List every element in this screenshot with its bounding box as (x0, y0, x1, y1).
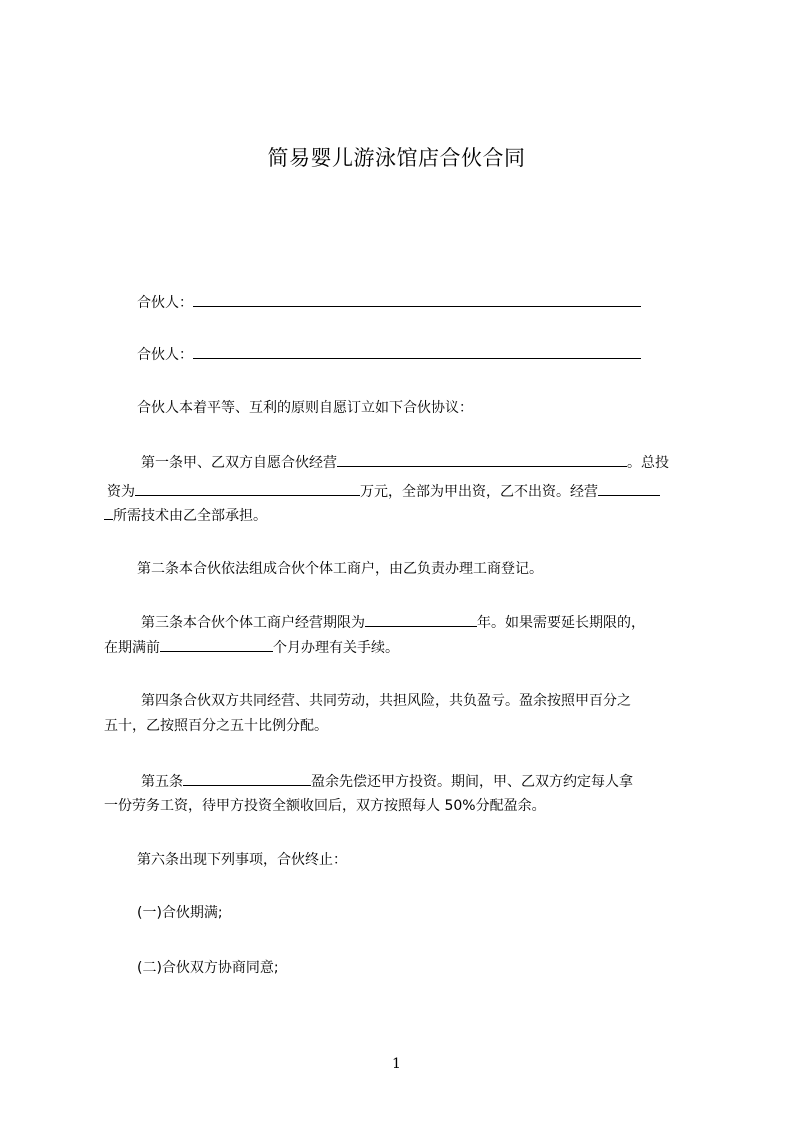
article-4-line-2: 五十，乙按照百分之五十比例分配。 (104, 718, 328, 734)
article-3-text: 个月办理有关手续。 (273, 640, 399, 656)
article-1-text: 资为 (107, 484, 135, 500)
article-5-line-1 (141, 771, 633, 792)
intro-paragraph: 合伙人本着平等、互利的原则自愿订立如下合伙协议： (137, 400, 473, 416)
term-years-blank[interactable] (365, 612, 477, 627)
article-5-blank[interactable] (183, 771, 311, 786)
article-5-text: 第五条 (141, 774, 183, 790)
partner-blank-2[interactable] (193, 344, 641, 359)
partner-blank-1[interactable] (193, 292, 641, 307)
partner-label: 合伙人： (137, 295, 193, 311)
partner-label: 合伙人： (137, 347, 193, 363)
article-1-text: 第一条甲、乙双方自愿合伙经营 (141, 455, 337, 471)
article-1-text: 所需技术由乙全部承担。 (113, 508, 267, 524)
article-3-text: 第三条本合伙个体工商户经营期限为 (141, 615, 365, 631)
article-3-text: 在期满前 (104, 640, 160, 656)
article-1-text: 万元，全部为甲出资，乙不出资。经营 (360, 484, 598, 500)
article-4-line-1: 第四条合伙双方共同经营、共同劳动，共担风险，共负盈亏。盈余按照甲百分之 (141, 693, 631, 709)
article-5-text: 盈余先偿还甲方投资。期间，甲、乙双方约定每人拿 (311, 774, 633, 790)
page-number: 1 (392, 1056, 401, 1072)
article-6: 第六条出现下列事项，合伙终止： (137, 852, 347, 868)
article-1-line-1 (141, 452, 669, 473)
article-1-line-3 (104, 505, 267, 526)
operation-blank-cont[interactable] (104, 505, 113, 520)
partner-line-2 (137, 344, 641, 365)
page-title: 简易婴儿游泳馆店合伙合同 (267, 146, 526, 170)
article-1-line-2 (107, 481, 660, 502)
article-3-text: 年。如果需要延长期限的， (477, 615, 645, 631)
partner-line-1 (137, 292, 641, 313)
article-2: 第二条本合伙依法组成合伙个体工商户，由乙负责办理工商登记。 (137, 561, 543, 577)
business-blank[interactable] (337, 452, 627, 467)
article-3-line-1 (141, 612, 645, 633)
article-5-line-2: 一份劳务工资，待甲方投资全额收回后，双方按照每人 50%分配盈余。 (104, 798, 546, 814)
months-blank[interactable] (160, 637, 273, 652)
investment-blank[interactable] (135, 481, 360, 496)
list-item-1: (一)合伙期满; (137, 905, 223, 921)
article-1-text: 。总投 (627, 455, 669, 471)
article-3-line-2 (104, 637, 399, 658)
list-item-2: (二)合伙双方协商同意; (137, 960, 279, 976)
operation-blank[interactable] (598, 481, 660, 496)
